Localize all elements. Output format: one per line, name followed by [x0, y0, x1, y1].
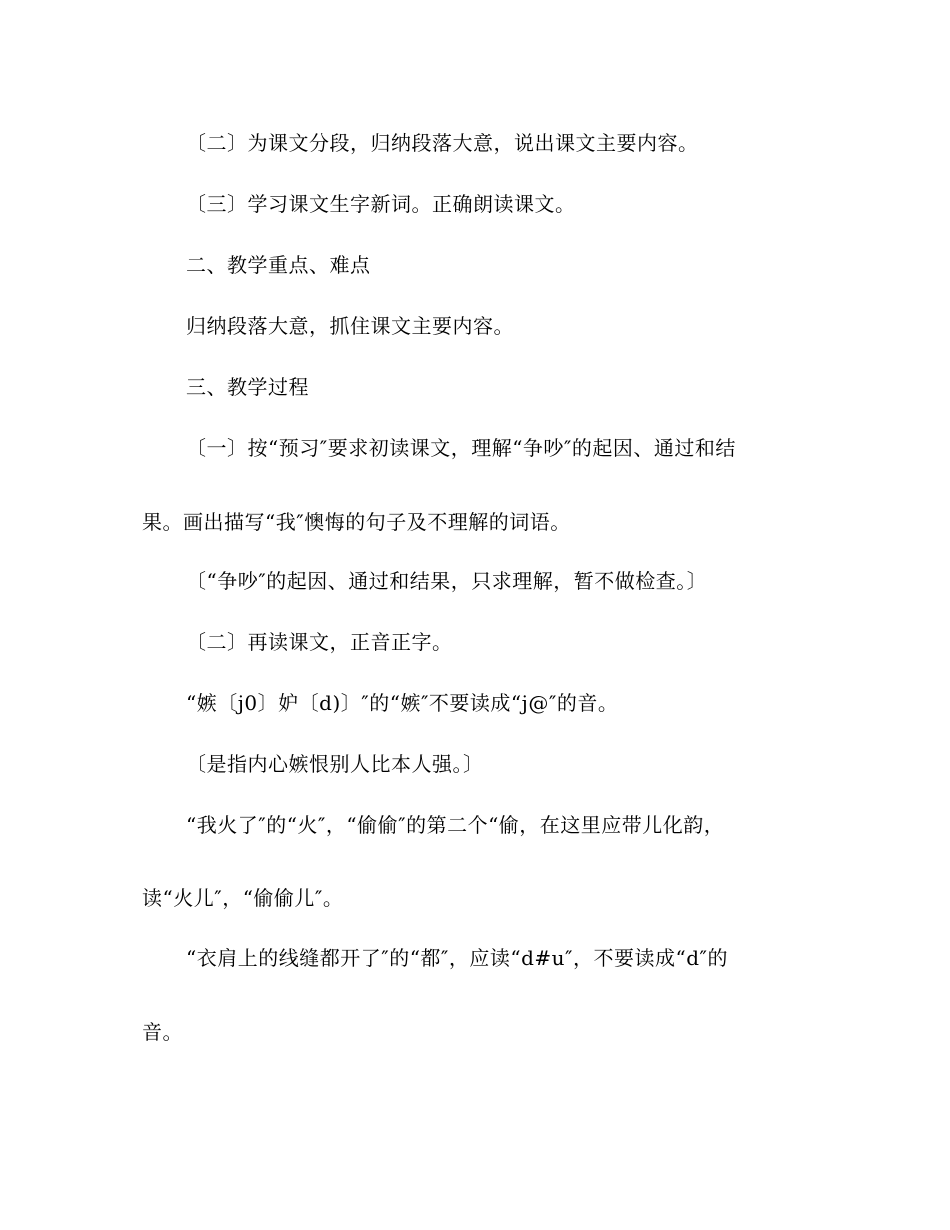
text-line-14: “衣肩上的线缝都开了″的“都″，应读“d#u″，不要读成“d″的 — [186, 946, 729, 970]
text-line-15: 音。 — [142, 1020, 183, 1044]
text-line-13: 读“火儿″，“偷偷儿″。 — [142, 886, 344, 910]
text-line-9: 〔二〕再读课文，正音正字。 — [186, 630, 453, 654]
text-line-6: 〔一〕按“预习″要求初读课文，理解“争吵″的起因、通过和结 — [186, 436, 736, 460]
text-line-12: “我火了″的“火″，“偷偷″的第二个“偷，在这里应带儿化韵， — [186, 813, 725, 837]
text-line-1: 〔二〕为课文分段，归纳段落大意，说出课文主要内容。 — [186, 131, 699, 155]
text-line-11: 〔是指内心嫉恨别人比本人强。〕 — [186, 752, 484, 776]
text-line-8: 〔“争吵″的起因、通过和结果，只求理解，暂不做检查。〕 — [186, 569, 708, 593]
text-line-2: 〔三〕学习课文生字新词。正确朗读课文。 — [186, 192, 576, 216]
text-line-7: 果。画出描写“我″懊悔的句子及不理解的词语。 — [142, 510, 571, 534]
section-heading-key-points: 二、教学重点、难点 — [186, 253, 371, 277]
section-heading-process: 三、教学过程 — [186, 375, 309, 399]
text-line-4: 归纳段落大意，抓住课文主要内容。 — [186, 314, 514, 338]
text-line-10: “嫉〔j0〕妒〔d)〕″的“嫉″不要读成“j@″的音。 — [186, 691, 619, 715]
